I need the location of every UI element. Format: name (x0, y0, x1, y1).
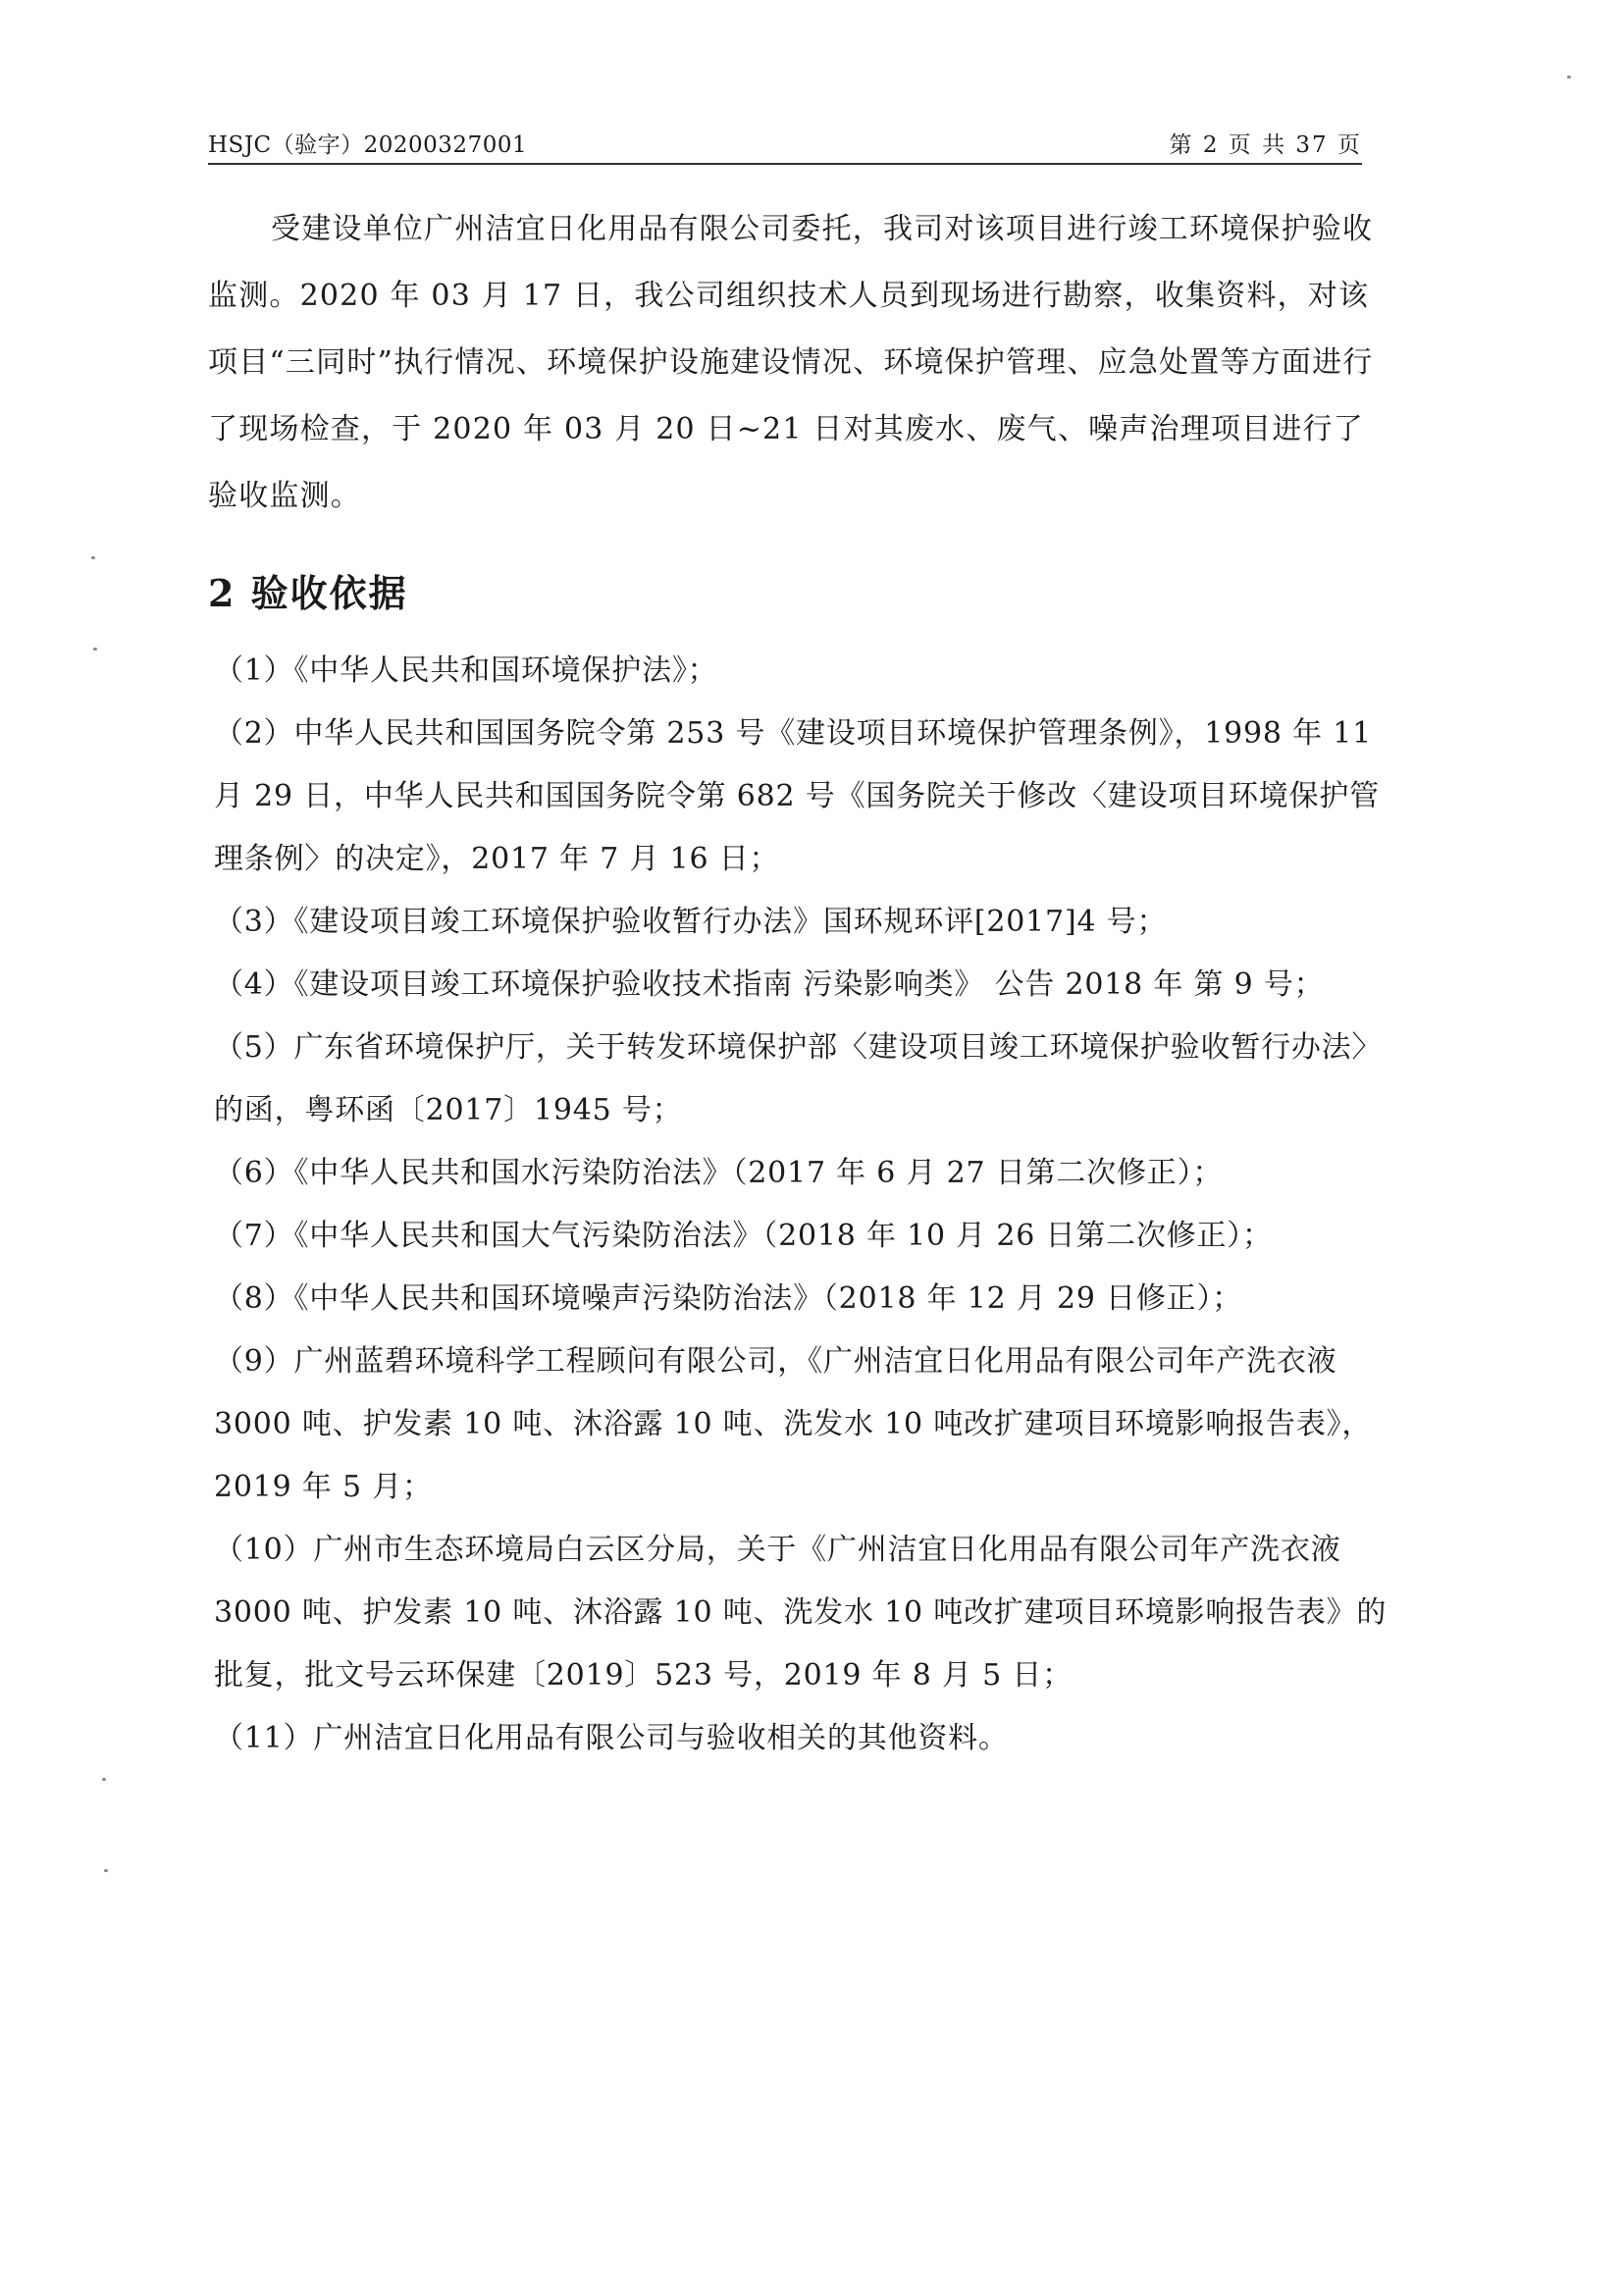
scan-speck (91, 556, 95, 559)
reference-item: （8）《中华人民共和国环境噪声污染防治法》（2018 年 12 月 29 日修正）； (214, 1281, 1243, 1316)
reference-list (214, 640, 1401, 1770)
page-header (208, 124, 1362, 165)
scan-speck (104, 1869, 108, 1872)
reference-item: （9）广州蓝碧环境科学工程顾问有限公司，《广州洁宜日化用品有限公司年产洗衣液 3000 吨、护发素 10 吨、沐浴露 10 吨、洗发水 10 吨改扩建项目环境影响报告表》，2019 年 5 月； (214, 1344, 1373, 1504)
scan-speck (1567, 76, 1571, 78)
reference-item: （6）《中华人民共和国水污染防治法》（2017 年 6 月 27 日第二次修正）； (214, 1156, 1224, 1190)
intro-paragraph: 受建设单位广州洁宜日化用品有限公司委托，我司对该项目进行竣工环境保护验收监测。2020 年 03 月 17 日，我公司组织技术人员到现场进行勘察，收集资料，对该项目“三同时”执行情况、环境保护设施建设情况、环境保护管理、应急处置等方面进行了现场检查，于 2020 年 03 月 20 日~21 日对其废水、废气、噪声治理项目进行了验收监测。 (208, 212, 1374, 513)
reference-item: （10）广州市生态环境局白云区分局，关于《广州洁宜日化用品有限公司年产洗衣液 3000 吨、护发素 10 吨、沐浴露 10 吨、洗发水 10 吨改扩建项目环境影响报告表》的批复，批文号云环保建〔2019〕523 号，2019 年 8 月 5 日； (214, 1533, 1387, 1693)
scan-speck (93, 648, 97, 651)
page-number: 第 2 页 共 37 页 (1169, 132, 1362, 158)
reference-item: （2）中华人民共和国国务院令第 253 号《建设项目环境保护管理条例》，1998 年 11 月 29 日，中华人民共和国国务院令第 682 号《国务院关于修改〈建设项目环境保护管理条例〉的决定》，2017 年 7 月 16 日； (214, 716, 1380, 876)
document-code: HSJC（验字）20200327001 (208, 132, 528, 158)
scan-speck (102, 1778, 106, 1781)
reference-item: （11）广州洁宜日化用品有限公司与验收相关的其他资料。 (214, 1721, 1009, 1755)
reference-item: （1）《中华人民共和国环境保护法》； (214, 653, 718, 688)
reference-item: （7）《中华人民共和国大气污染防治法》（2018 年 10 月 26 日第二次修正）； (214, 1219, 1273, 1253)
reference-item: （5）广东省环境保护厅，关于转发环境保护部〈建设项目竣工环境保护验收暂行办法〉的函，粤环函〔2017〕1945 号； (214, 1030, 1383, 1127)
section-heading: 2 验收依据 (208, 571, 408, 615)
reference-item: （4）《建设项目竣工环境保护验收技术指南 污染影响类》 公告 2018 年 第 9 号； (214, 967, 1325, 1002)
reference-item: （3）《建设项目竣工环境保护验收暂行办法》国环规环评[2017]4 号； (214, 905, 1168, 939)
